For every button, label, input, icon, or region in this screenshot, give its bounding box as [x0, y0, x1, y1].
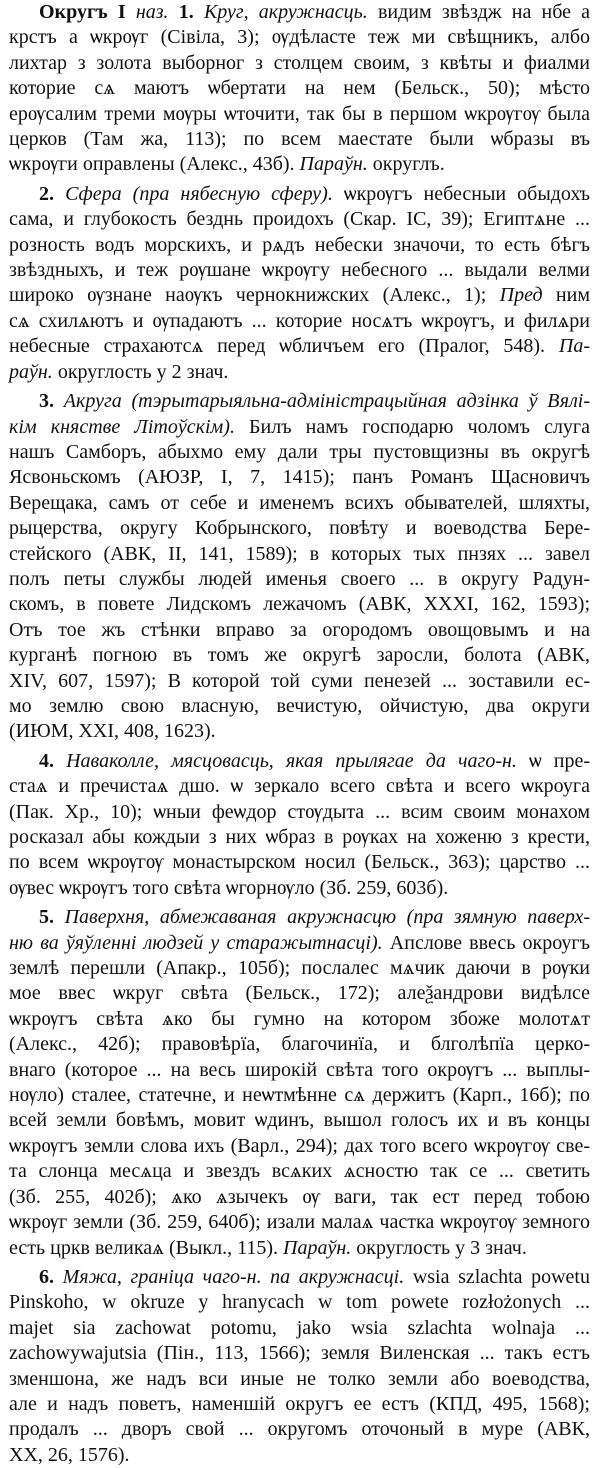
text-line — [9, 360, 590, 385]
italic-gloss: Параўн. — [299, 153, 368, 176]
text-line — [9, 1443, 590, 1468]
text-line — [9, 1210, 590, 1235]
text-line — [9, 25, 590, 50]
italic-gloss: Сфера (пра нябесную сферу). — [65, 182, 333, 205]
text-run: крстъ а ѡкрѹг (Сівіла, 3); ѹдѣласте теж ми свѣщникъ, албо — [9, 26, 590, 49]
text-line — [9, 1341, 590, 1366]
headword: Округъ I — [39, 1, 126, 23]
text-run: розность водъ морскихъ, и рѧдъ небески значочи, то есть бѣгъ — [9, 233, 590, 256]
text-run: (ИЮМ, XXI, 408, 1623). — [9, 720, 216, 743]
italic-gloss: раўн. — [9, 360, 53, 383]
text-run: (Пак. Хр., 10); ѡныи феѡдор стѹдыта ... всим своим монахом — [9, 800, 590, 823]
text-line — [9, 774, 590, 799]
text-run: нѹло) сталее, статечне, и неѡтмѣнне сѧ держитъ (Карп., 16б); по — [9, 1084, 590, 1107]
text-run: Билъ намъ господарю чоломъ слуга — [234, 415, 591, 438]
text-line — [9, 491, 590, 516]
text-line — [9, 415, 590, 440]
text-line — [9, 749, 590, 774]
text-run: сѧ схилѧютъ и ѹпадаютъ ... которие носѧтъ ѡкрѹгъ, и филѧри — [9, 309, 590, 332]
text-line — [9, 1290, 590, 1315]
sense-number: 1. — [178, 1, 194, 23]
text-run: ѡкрѹги оправлены (Алекс., 43б). — [9, 153, 300, 176]
text-run: XIV, 607, 1597); В которой той суми пенезей ... зоставили ес- — [9, 669, 590, 692]
text-run: видим звѣздж на нбе а — [367, 1, 591, 23]
text-line — [9, 1392, 590, 1417]
text-run: XX, 26, 1576). — [9, 1443, 130, 1466]
text-run — [126, 1, 136, 23]
text-run: majet sia zachowat potomu, jako wsia szlachta wolnaja ... — [9, 1316, 590, 1339]
text-line — [9, 694, 590, 719]
text-run: которие сѧ маютъ ѡбертати на нем (Бельск., 50); мѣсто — [9, 77, 590, 100]
text-line — [9, 1108, 590, 1133]
text-run — [54, 1266, 63, 1288]
text-run: лихтар з золота выборног з столцем своим, з квѣты и фиалми — [9, 51, 590, 74]
text-line — [9, 1367, 590, 1392]
sense-2 — [9, 182, 590, 385]
italic-gloss: Пред — [499, 284, 543, 307]
text-line — [9, 76, 590, 101]
text-line — [9, 1083, 590, 1108]
text-run — [194, 1, 204, 23]
text-line — [9, 152, 590, 177]
text-line — [9, 1236, 590, 1261]
text-line — [9, 1417, 590, 1442]
text-line — [9, 1058, 590, 1083]
text-run: росказал абы кождыи з них ѡбраз в рѹках на хоженю з крести, — [9, 826, 590, 848]
text-run: та слонца месѧца и звездъ всѧких ѧсностю так се ... светить — [9, 1160, 590, 1183]
text-run: округлость у 3 знач. — [351, 1236, 527, 1259]
text-line — [9, 850, 590, 875]
text-line — [9, 465, 590, 490]
text-line — [9, 182, 590, 207]
sense-number: 3. — [39, 390, 54, 413]
text-line — [9, 283, 590, 308]
sense-3 — [9, 389, 590, 745]
text-run: полъ петы службы людей именья своего ... в округу Радун- — [9, 567, 590, 590]
text-line — [9, 956, 590, 981]
text-run: Ясвоньскомъ (АЮЗР, I, 7, 1415); панъ Романъ Щасновичъ — [9, 466, 590, 489]
italic-gloss: Параўн. — [283, 1236, 352, 1259]
text-run: широко ѹзнане наѹкъ чернокнижских (Алекс., 1); — [9, 284, 500, 307]
text-run: мо землю свою власную, вечистую, ойчистую, два округи — [9, 694, 590, 717]
italic-gloss: Мяжа, граніца чаго-н. па акружнасці. — [62, 1265, 405, 1288]
text-run: але и надъ поветъ, наменшій округъ ее естъ (КПД, 495, 1568); — [9, 1392, 590, 1415]
text-run: Апслове ввесь окроугъ — [382, 931, 590, 954]
dictionary-entry — [9, 0, 590, 1468]
text-run — [54, 183, 65, 205]
text-run: сама, и глубокость безднь проидохъ (Скар. ІС, 39); Египтѧне ... — [9, 208, 590, 231]
text-line — [9, 905, 590, 930]
italic-gloss: ню ва ўяўленні людзей у старажытнасці). — [9, 931, 383, 954]
italic-gloss: Круг, акружнасць. — [203, 1, 368, 23]
sense-number: 4. — [39, 749, 54, 772]
sense-number: 5. — [39, 906, 54, 929]
text-run — [54, 390, 64, 412]
text-run: зменшона, же надъ вси иные не толко земли або воеводства, — [9, 1367, 590, 1390]
text-line — [9, 1007, 590, 1032]
text-run: округлъ. — [367, 153, 445, 176]
text-run: стейского (АВК, II, 141, 1589); в которых тых пнзях ... завел — [9, 542, 590, 565]
text-run: звѣздныхъ, и теж рѹшане ѡкрѹгу небесного ... выдали велми — [9, 259, 590, 282]
text-line — [9, 440, 590, 465]
text-run: Отъ тое жъ стѣнки вправо за огородомъ овощовымъ и на — [9, 618, 590, 641]
text-run: Pinskoho, w okruze y hranycach w tom powete rozłożonych ... — [9, 1291, 590, 1314]
italic-gloss: Па- — [558, 335, 590, 358]
text-line — [9, 981, 590, 1006]
text-run: ѡкрѹг земли (Зб. 259, 640б); изали малаѧ частка ѡкрѹгѹ земного — [9, 1211, 590, 1234]
text-run: нашъ Самборъ, абыхмо ему дали тры пустовщизны въ округѣ — [9, 440, 590, 463]
sense-number: 2. — [39, 182, 54, 205]
text-run — [54, 750, 66, 772]
text-line — [9, 719, 590, 744]
text-run: по всем ѡкрѹгѹ монастырском носил (Бельск., 363); царство ... — [9, 851, 590, 874]
text-run: ѡкрѹгъ небесныи обыдохъ — [332, 182, 591, 205]
text-run: zachowywajutsia (Пін., 113, 1566); земля Виленская ... такъ естъ — [9, 1342, 590, 1365]
sense-number: 6. — [39, 1265, 54, 1288]
text-run: ним — [542, 284, 590, 307]
text-run: всей земли бовѣмъ, мовит ѡдинъ, вышол голосъ их и въ концы — [9, 1109, 590, 1132]
text-line — [9, 127, 590, 152]
text-line — [9, 389, 590, 414]
italic-gloss: наз. — [135, 1, 169, 23]
text-run: внаго (которое ... на весь широкій свѣта того окрѹгъ ... выплы- — [9, 1058, 590, 1081]
text-run: Верещака, самъ от себе и именемъ всихъ обывателей, шляхты, — [9, 491, 590, 514]
text-line — [9, 309, 590, 334]
text-line — [9, 669, 590, 694]
text-run: (Алекс., 42б); правовѣрїа, благочинїа, и блголѣпїа церко- — [9, 1033, 590, 1056]
text-line — [9, 825, 590, 850]
text-line — [9, 876, 590, 901]
text-run: рыцерства, округу Кобрынского, повѣту и воеводства Бере- — [9, 517, 590, 540]
text-run: ѹвес ѡкрѹгъ того свѣта ѡгорнѹло (Зб. 259, 603б). — [9, 876, 449, 899]
text-line — [9, 1159, 590, 1184]
text-run: есть цркв великаѧ (Выкл., 115). — [9, 1236, 284, 1259]
text-line — [9, 800, 590, 825]
text-line — [9, 1134, 590, 1159]
text-run: ѡ пре- — [516, 749, 590, 772]
text-run: ѡкрѹгъ свѣта ѧко бы гумно на котором збоже молотѧт — [9, 1007, 590, 1030]
text-run: землѣ перешли (Апакр., 105б); послалес мѧчик даючи в рѹки — [9, 957, 590, 980]
text-line — [9, 1316, 590, 1341]
text-line — [9, 567, 590, 592]
italic-gloss: Акруга (тэрытарыяльна-адміністрацыйная адзінка ў Вялі- — [63, 390, 591, 413]
text-line — [9, 592, 590, 617]
italic-gloss: Паверхня, абмежаваная акружнасцю (пра зямную паверх- — [64, 906, 590, 929]
text-line — [9, 1032, 590, 1057]
text-line — [9, 618, 590, 643]
text-run: продалъ ... дворъ свой ... округомъ оточоный в муре (АВК, — [9, 1418, 590, 1441]
text-run: курганѣ погною въ томъ же округѣ заросли, болота (АВК, — [9, 644, 590, 667]
text-run — [169, 1, 179, 23]
text-run: церков (Там жа, 113); по всем маестате были ѡбразы въ — [9, 128, 590, 151]
text-run: wsia szlachta powetu — [404, 1265, 590, 1288]
text-line — [9, 207, 590, 232]
text-run: (Зб. 255, 402б); ѧко ѧзычекъ ѹ ваги, так ест перед тобою — [9, 1185, 590, 1208]
sense-4 — [9, 749, 590, 901]
text-line — [9, 643, 590, 668]
sense-1 — [9, 0, 590, 178]
text-run — [54, 906, 65, 928]
text-line — [9, 334, 590, 359]
text-line — [9, 1265, 590, 1290]
text-line — [9, 258, 590, 283]
text-run: небесные страхаютсѧ перед ѡбличъем его (Пралог, 548). — [9, 335, 559, 358]
text-run: ерѹсалим треми мѹры ѡточити, так бы в першом ѡкрѹгѹ была — [9, 102, 590, 125]
text-line — [9, 0, 590, 25]
text-line — [9, 102, 590, 127]
italic-gloss: кім княстве Літоўскім). — [9, 415, 235, 438]
text-line — [9, 931, 590, 956]
italic-gloss: Наваколле, мясцовасць, якая прылягае да чаго-н. — [66, 749, 517, 772]
text-run: мое ввес ѡкруг свѣта (Бельск., 172); алеѯандрови видѣлсе — [9, 982, 590, 1005]
text-run: стаѧ и пречистаѧ дшо. ѡ зеркало всего свѣта и всего ѡкроуга — [9, 775, 590, 798]
text-line — [9, 1185, 590, 1210]
text-line — [9, 51, 590, 76]
text-run: округлость у 2 знач. — [52, 360, 229, 383]
text-line — [9, 233, 590, 258]
text-line — [9, 542, 590, 567]
text-run: скомъ, в повете Лидскомъ лежачомъ (АВК, XXXI, 162, 1593); — [9, 593, 590, 616]
text-line — [9, 516, 590, 541]
text-run: ѡкрѹгъ земли слова ихъ (Варл., 294); дах того всего ѡкрѹгѹ све- — [9, 1134, 590, 1157]
sense-6 — [9, 1265, 590, 1468]
sense-5 — [9, 905, 590, 1261]
